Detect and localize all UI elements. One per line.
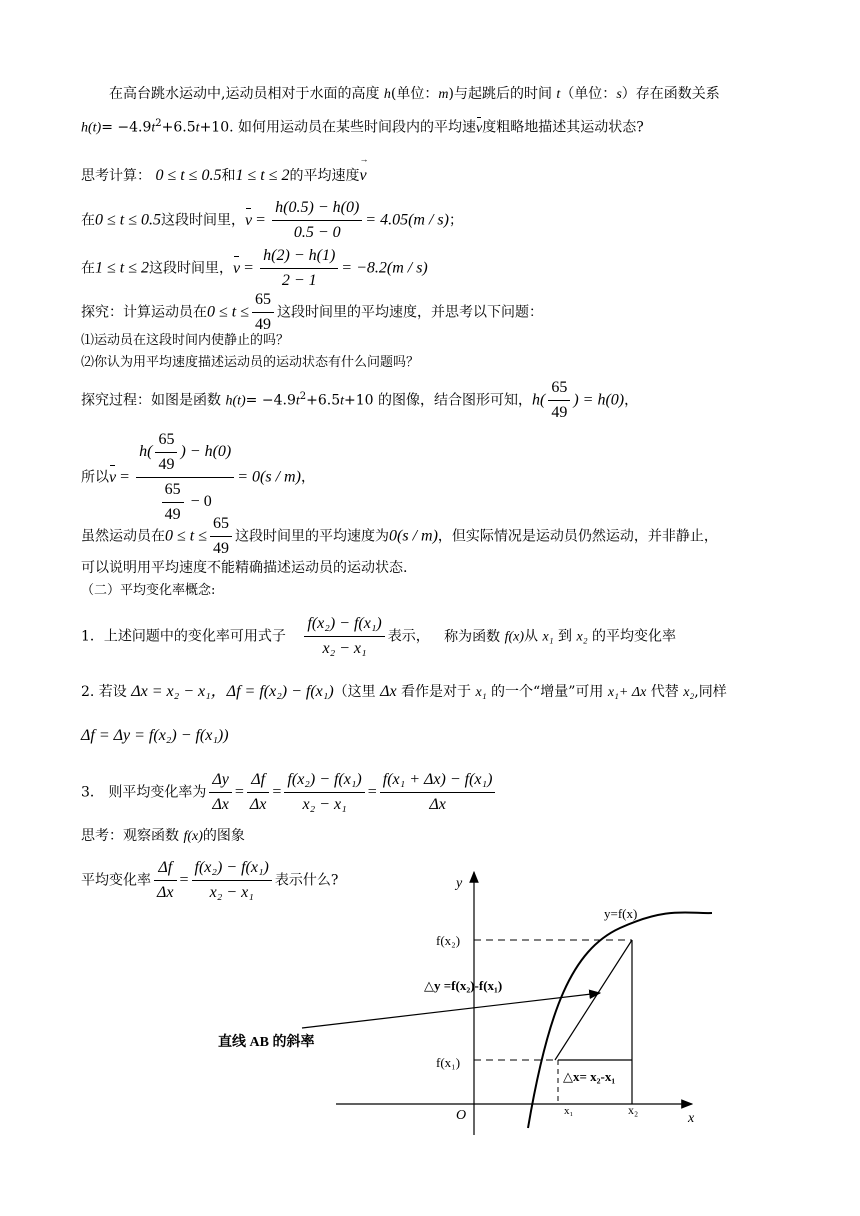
definition-2b: Δf = Δy = f(x₂) − f(x₁)) bbox=[81, 727, 229, 744]
def1-a: 1．上述问题中的变化率可用式子 bbox=[81, 628, 286, 645]
curve-fx bbox=[528, 912, 712, 1128]
coef-a: = −4.9 bbox=[245, 392, 296, 409]
numerator: 65 bbox=[162, 480, 184, 503]
numerator: Δf bbox=[247, 770, 270, 793]
calc2-mid: 这段时间里， bbox=[149, 260, 234, 277]
numerator: 65 bbox=[155, 430, 177, 453]
sohence-a: 所以 bbox=[81, 469, 109, 486]
punct: ； bbox=[448, 212, 463, 229]
intro-text-a: 在高台跳水运动中,运动员相对于水面的高度 bbox=[109, 86, 384, 102]
though-c: 这段时间里的平均速度为 bbox=[235, 528, 390, 545]
secant-ab bbox=[555, 940, 632, 1060]
y-label: y bbox=[456, 876, 463, 891]
intro-text-b: (单位： bbox=[390, 86, 439, 102]
v-bar: v bbox=[109, 468, 117, 486]
def2-e: 看作是对于 bbox=[396, 684, 476, 700]
punct: ， bbox=[624, 392, 639, 409]
think2-a: 思考：观察函数 bbox=[81, 828, 184, 844]
h-open: h( bbox=[139, 443, 153, 461]
delta-x-label: △x= x₂-x₁ bbox=[563, 1069, 616, 1084]
and-text: 和 bbox=[221, 168, 236, 184]
eq: = bbox=[252, 211, 270, 229]
x-label: x bbox=[688, 1111, 695, 1126]
ask-line: 平均变化率 $\frac{\Delta f}{\Delta x}$ = $\frac{\text{f(x₂) − f(x₁)}}{\text{x₂ − x₁}}$ 表示什么? bbox=[81, 859, 339, 901]
slope-ab-label: 直线 AB 的斜率 bbox=[218, 1035, 315, 1050]
denominator: Δx bbox=[212, 796, 229, 813]
result: = 4.05(m / s) bbox=[365, 211, 449, 229]
denominator: 2 − 1 bbox=[281, 272, 317, 289]
fx2-label: f(x₂) bbox=[436, 933, 461, 948]
unit-s: s bbox=[616, 87, 622, 102]
process-a: 探究过程：如图是函数 bbox=[81, 392, 226, 409]
range-1: 0 ≤ t ≤ 0.5 bbox=[155, 167, 222, 184]
var-t: t bbox=[340, 393, 345, 409]
denominator: x₂ − x₁ bbox=[302, 796, 347, 813]
explore-a: 探究：计算运动员在 bbox=[81, 304, 207, 321]
def1-d: 从 bbox=[524, 628, 543, 645]
def1-b: 表示， bbox=[387, 628, 430, 645]
minus-zero: − 0 bbox=[186, 493, 212, 511]
def3-a: 3． 则平均变化率为 bbox=[81, 784, 207, 801]
intro-text-e: ）存在函数关系 bbox=[621, 86, 720, 102]
exp: 2 bbox=[299, 390, 307, 402]
delta-x: Δx bbox=[380, 683, 397, 700]
delta-y-label: △y =f(x₂)-f(x₁) bbox=[424, 978, 503, 993]
definition-3: 3． 则平均变化率为 $\frac{\Delta y}{\Delta x}$ = $\frac{\Delta f}{\Delta x}$ = $\frac{\text{f(x₂) − f(x₁)}}{\text{x₂ − x₁}}$ = $\frac{\text{f(x₁ + Δx) − f(x₁)}}{\Delta x}$ bbox=[81, 770, 498, 815]
v-arrow: → v bbox=[359, 166, 366, 186]
denominator: x₂ − x₁ bbox=[322, 640, 367, 657]
process-h: +10 的图像，结合图形可知， bbox=[344, 392, 533, 409]
def2-g: 的一个“增量”可用 bbox=[486, 684, 608, 700]
calc1-mid: 这段时间里， bbox=[161, 212, 246, 229]
denominator: 0.5 − 0 bbox=[293, 224, 341, 241]
x1: x₁ bbox=[542, 629, 554, 645]
func-h: h(t) bbox=[81, 120, 102, 136]
x1: x₁ bbox=[475, 685, 487, 700]
numerator: 65 bbox=[210, 514, 232, 537]
coef-b: +6.5 bbox=[161, 119, 196, 136]
h-close: ) − h(0) bbox=[180, 443, 232, 461]
exp: 2 bbox=[155, 118, 162, 129]
denominator: 49 bbox=[158, 456, 175, 473]
var-t: t bbox=[195, 120, 200, 136]
though-a: 虽然运动员在 bbox=[81, 528, 165, 545]
intro-text-d: （单位： bbox=[560, 86, 617, 102]
origin-label: O bbox=[456, 1108, 467, 1123]
calc2-range: 1 ≤ t ≤ 2 bbox=[95, 259, 150, 277]
numerator: f(x₂) − f(x₁) bbox=[284, 770, 364, 793]
var-t: t bbox=[295, 393, 300, 409]
x2: x₂ bbox=[576, 629, 588, 645]
v-bar: v bbox=[233, 259, 241, 277]
var-h: h bbox=[383, 87, 391, 102]
eq: = bbox=[116, 468, 134, 486]
punct: ， bbox=[300, 469, 315, 486]
denominator: 49 bbox=[551, 404, 568, 421]
h-open: h( bbox=[532, 391, 546, 409]
x2-tick-label: x₂ bbox=[628, 1103, 639, 1117]
def1-f: 的平均变化率 bbox=[587, 628, 677, 645]
zero-speed: 0(s / m) bbox=[389, 527, 438, 545]
func-f: f(x) bbox=[183, 829, 203, 844]
func-f: f(x) bbox=[504, 629, 525, 645]
question-1: ⑴运动员在这段时间内使静止的吗？ bbox=[81, 333, 290, 348]
calc1-pre: 在 bbox=[81, 212, 95, 229]
explore-c: 这段时间里的平均速度，并思考以下问题： bbox=[277, 304, 544, 321]
calc1-range: 0 ≤ t ≤ 0.5 bbox=[95, 211, 162, 229]
numerator: f(x₂) − f(x₁) bbox=[192, 858, 272, 881]
v-bar: v bbox=[245, 211, 253, 229]
numerator: f(x₁ + Δx) − f(x₁) bbox=[380, 770, 496, 793]
numerator: 65 bbox=[548, 378, 570, 401]
question-2: ⑵你认为用平均速度描述运动员的运动状态有什么问题吗？ bbox=[81, 355, 420, 370]
numerator: 65 bbox=[252, 290, 274, 313]
though-range: 0 ≤ t ≤ bbox=[165, 527, 208, 545]
def2-c: （这里 bbox=[333, 684, 381, 700]
func-h: h(t) bbox=[225, 393, 246, 409]
def2-i: 代替 bbox=[646, 684, 684, 700]
def2-a: 2. 若设 bbox=[81, 684, 132, 700]
calc2-pre: 在 bbox=[81, 260, 95, 277]
ask-a: 平均变化率 bbox=[81, 872, 151, 889]
ask-b: 表示什么? bbox=[274, 872, 339, 889]
unit-m: m bbox=[438, 87, 449, 102]
numerator: h(0.5) − h(0) bbox=[272, 198, 362, 221]
fx1-label: f(x₁) bbox=[436, 1055, 461, 1070]
think-tail: 的平均速度 bbox=[289, 168, 360, 184]
result: = 0(s / m) bbox=[237, 468, 301, 486]
x1-tick-label: x₁ bbox=[564, 1105, 574, 1117]
range-2: 1 ≤ t ≤ 2 bbox=[235, 167, 290, 184]
numerator: Δf bbox=[154, 858, 177, 881]
coef-b: +6.5 bbox=[306, 392, 341, 409]
though-e: ，但实际情况是运动员仍然运动，并非静止， bbox=[437, 528, 718, 545]
eq: = bbox=[240, 259, 258, 277]
def1-e: 到 bbox=[553, 628, 577, 645]
v-bar: v bbox=[476, 120, 483, 136]
intro-question-end: 度粗略地描述其运动状态? bbox=[482, 119, 644, 136]
def2-formula: Δx = x₂ − x₁，Δf = f(x₂) − f(x₁) bbox=[131, 683, 334, 700]
var-t: t bbox=[556, 87, 561, 102]
def2-k: ,同样 bbox=[694, 684, 727, 700]
x2: x₂ bbox=[683, 685, 695, 700]
numerator: h(2) − h(1) bbox=[260, 246, 338, 269]
x1-plus-dx: x₁+ Δx bbox=[607, 685, 647, 700]
intro-question: +10. 如何用运动员在某些时间段内的平均速 bbox=[199, 119, 477, 136]
think-label: 思考计算： bbox=[81, 168, 151, 184]
result: = −8.2(m / s) bbox=[341, 259, 428, 277]
section-heading: （二）平均变化率概念: bbox=[81, 583, 216, 598]
intro-text-c: )与起跳后的时间 bbox=[448, 86, 557, 102]
numerator: Δy bbox=[209, 770, 232, 793]
denominator: 49 bbox=[213, 540, 230, 557]
denominator: 49 bbox=[164, 506, 181, 523]
denominator: Δx bbox=[429, 796, 446, 813]
conclusion: 可以说明用平均速度不能精确描述运动员的运动状态. bbox=[81, 560, 408, 576]
coef-a: = −4.9 bbox=[101, 119, 152, 136]
denominator: Δx bbox=[249, 796, 267, 813]
curve-label: y=f(x) bbox=[604, 906, 638, 921]
denominator: 49 bbox=[255, 316, 272, 333]
numerator: f(x₂) − f(x₁) bbox=[304, 614, 384, 637]
denominator: x₂ − x₁ bbox=[209, 884, 254, 901]
def1-c: 称为函数 bbox=[444, 628, 505, 645]
h-close: ) = h(0) bbox=[573, 391, 625, 409]
think2-c: 的图象 bbox=[202, 828, 245, 844]
var-t: t bbox=[151, 120, 156, 136]
denominator: Δx bbox=[157, 884, 174, 901]
explore-range: 0 ≤ t ≤ bbox=[207, 303, 250, 321]
